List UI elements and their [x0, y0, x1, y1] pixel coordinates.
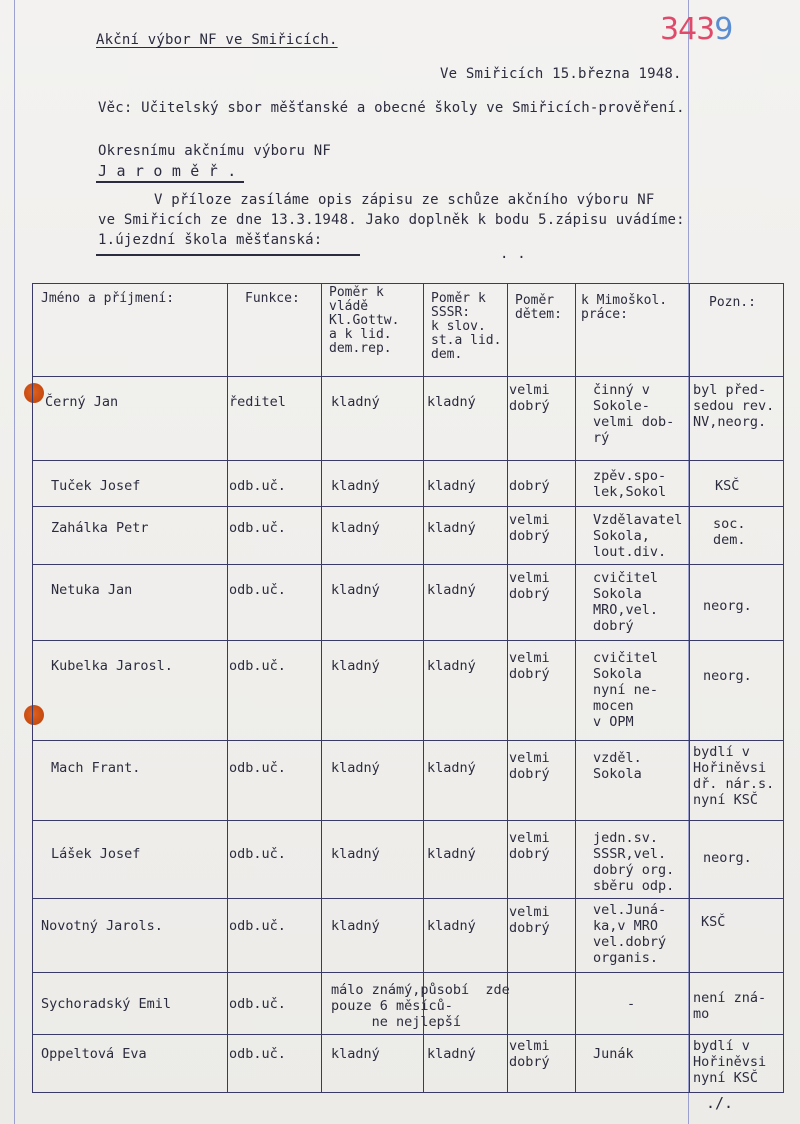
row-note: KSČ — [701, 914, 726, 930]
row-gov: kladný — [331, 760, 380, 776]
row-note: neorg. — [703, 598, 752, 614]
row-function: odb.uč. — [229, 918, 286, 934]
row-function: odb.uč. — [229, 760, 286, 776]
row-gov: kladný — [331, 1046, 380, 1062]
row-function: ředitel — [229, 394, 286, 410]
row-gov: kladný — [331, 582, 380, 598]
row-divider — [33, 506, 783, 507]
row-note: bydlí v Hořiněvsi nyní KSČ — [693, 1038, 767, 1086]
row-note: soc. dem. — [713, 516, 746, 548]
row-extra: Vzdělavatel Sokola, lout.div. — [593, 512, 683, 560]
row-ussr: kladný — [427, 760, 476, 776]
row-ussr: kladný — [427, 1046, 476, 1062]
row-extra: zpěv.spo- lek,Sokol — [593, 468, 667, 500]
header-children: Poměr dětem: — [515, 293, 562, 322]
row-function: odb.uč. — [229, 582, 286, 598]
row-name: Zahálka Petr — [51, 520, 149, 536]
row-extra: cvičitel Sokola MRO,vel. dobrý — [593, 570, 659, 634]
row-divider — [33, 564, 783, 565]
row-name: Černý Jan — [45, 394, 119, 410]
archive-number: 3439 — [660, 12, 733, 47]
row-ussr: kladný — [427, 918, 476, 934]
row-children: velmi dobrý — [509, 1038, 550, 1070]
row-name: Novotný Jarols. — [41, 918, 163, 934]
header-gov: Poměr k vládě Kl.Gottw. a k lid. dem.rep. — [329, 285, 400, 356]
body-line-1: V příloze zasíláme opis zápisu ze schůze akčního výboru NF — [154, 192, 655, 208]
row-extra: jedn.sv. SSSR,vel. dobrý org. sběru odp. — [593, 830, 675, 894]
row-gov: kladný — [331, 478, 380, 494]
col-divider — [321, 284, 322, 1092]
header-name: Jméno a příjmení: — [41, 291, 175, 306]
row-ussr: kladný — [427, 478, 476, 494]
row-extra: - — [627, 996, 636, 1012]
row-divider — [33, 460, 783, 461]
row-gov: kladný — [331, 918, 380, 934]
row-note: bydlí v Hořiněvsi dř. nár.s. nyní KSČ — [693, 744, 775, 808]
school-heading: 1.újezdní škola měšťanská: — [98, 232, 323, 248]
page-continue-mark: ./. — [706, 1094, 734, 1112]
col-divider — [689, 284, 690, 1092]
row-name: Sychoradský Emil — [41, 996, 172, 1012]
row-function: odb.uč. — [229, 846, 286, 862]
row-ussr: kladný — [427, 394, 476, 410]
row-function: odb.uč. — [229, 478, 286, 494]
row-name: Lášek Josef — [51, 846, 141, 862]
row-divider — [33, 740, 783, 741]
margin-line-left — [14, 0, 15, 1124]
body-line-2: ve Smiřicích ze dne 13.3.1948. Jako doplněk k bodu 5.zápisu uvádíme: — [98, 212, 685, 228]
row-gov: kladný — [331, 846, 380, 862]
row-divider — [33, 376, 783, 377]
recipient-underline — [96, 181, 244, 183]
dots: . . — [500, 246, 526, 262]
row-note: neorg. — [703, 850, 752, 866]
row-children: velmi dobrý — [509, 382, 550, 414]
row-function: odb.uč. — [229, 520, 286, 536]
row-children: velmi dobrý — [509, 904, 550, 936]
row-extra: vel.Juná- ka,v MRO vel.dobrý organis. — [593, 902, 667, 966]
row-ussr: kladný — [427, 520, 476, 536]
row-function: odb.uč. — [229, 1046, 286, 1062]
row-children: dobrý — [509, 478, 550, 494]
row-name: Tuček Josef — [51, 478, 141, 494]
row-gov: málo známý,působí zde pouze 6 měsíců- ne nejlepší — [331, 982, 510, 1030]
row-function: odb.uč. — [229, 996, 286, 1012]
school-heading-underline — [96, 254, 360, 256]
row-divider — [33, 898, 783, 899]
row-children: velmi dobrý — [509, 750, 550, 782]
row-extra: Junák — [593, 1046, 634, 1062]
row-name: Oppeltová Eva — [41, 1046, 147, 1062]
header-function: Funkce: — [245, 291, 300, 306]
row-function: odb.uč. — [229, 658, 286, 674]
subject: Věc: Učitelský sbor měšťanské a obecné školy ve Smiřicích-prověření. — [98, 100, 685, 116]
row-extra: vzděl. Sokola — [593, 750, 642, 782]
header-extra: k Mimoškol. práce: — [581, 293, 668, 322]
row-divider — [33, 1034, 783, 1035]
row-name: Kubelka Jarosl. — [51, 658, 173, 674]
row-divider — [33, 820, 783, 821]
row-ussr: kladný — [427, 658, 476, 674]
row-gov: kladný — [331, 658, 380, 674]
col-divider — [575, 284, 576, 1092]
staff-table — [32, 283, 784, 1093]
row-name: Mach Frant. — [51, 760, 141, 776]
row-divider — [33, 972, 783, 973]
row-note: neorg. — [703, 668, 752, 684]
recipient-line-1: Okresnímu akčnímu výboru NF — [98, 143, 331, 159]
row-children: velmi dobrý — [509, 650, 550, 682]
row-children: velmi dobrý — [509, 570, 550, 602]
row-note: KSČ — [715, 478, 740, 494]
row-note: byl před- sedou rev. NV,neorg. — [693, 382, 775, 430]
row-divider — [33, 640, 783, 641]
row-extra: cvičitel Sokola nyní ne- mocen v OPM — [593, 650, 659, 730]
header-note: Pozn.: — [709, 295, 756, 310]
row-note: není zná- mo — [693, 990, 767, 1022]
col-divider — [423, 284, 424, 1092]
sender: Akční výbor NF ve Smiřicích. — [96, 32, 338, 48]
header-ussr: Poměr k SSSR: k slov. st.a lid. dem. — [431, 291, 502, 362]
place-date: Ve Smiřicích 15.března 1948. — [440, 66, 682, 82]
row-gov: kladný — [331, 394, 380, 410]
row-ussr: kladný — [427, 846, 476, 862]
row-children: velmi dobrý — [509, 512, 550, 544]
row-extra: činný v Sokole- velmi dob- rý — [593, 382, 675, 446]
row-children: velmi dobrý — [509, 830, 550, 862]
row-gov: kladný — [331, 520, 380, 536]
recipient-line-2: J a r o m ě ř . — [98, 162, 237, 180]
row-name: Netuka Jan — [51, 582, 133, 598]
row-ussr: kladný — [427, 582, 476, 598]
